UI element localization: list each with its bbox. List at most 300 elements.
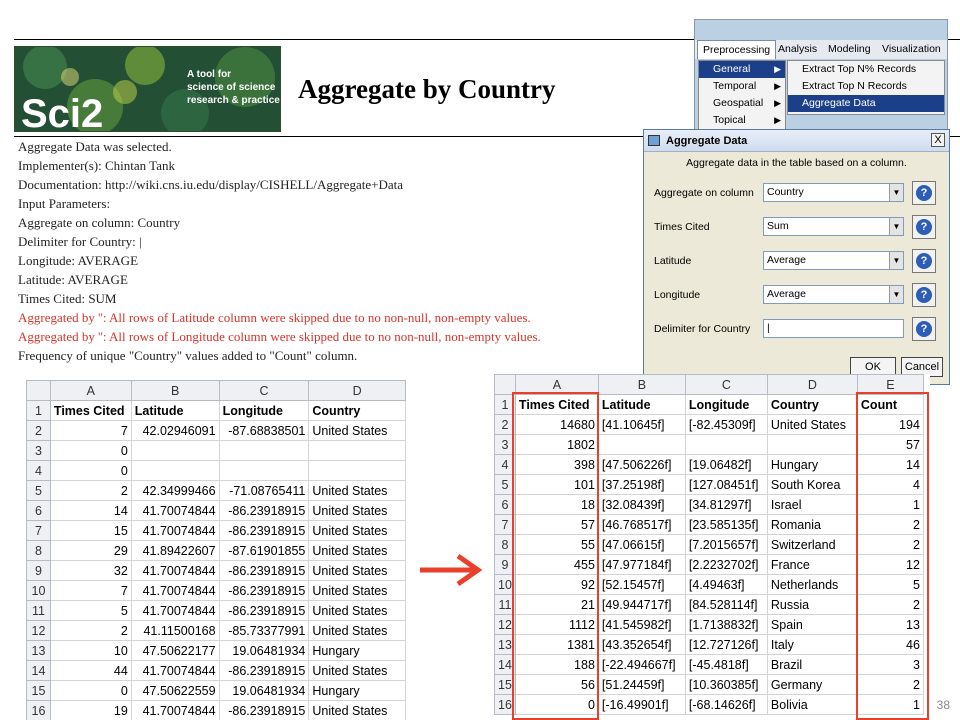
input-table [26,380,406,720]
table-cell[interactable]: -86.23918915 [219,561,309,581]
header-cell[interactable]: Country [309,401,406,421]
table-cell[interactable]: 2 [857,535,923,555]
table-cell[interactable]: -86.23918915 [219,501,309,521]
table-cell[interactable]: 57 [515,515,598,535]
table-cell[interactable]: United States [309,621,406,641]
help-button[interactable] [912,215,936,239]
table-row [495,475,924,495]
table-cell[interactable]: United States [767,415,857,435]
chevron-down-icon[interactable]: ▼ [889,218,903,235]
table-cell[interactable]: 1 [857,495,923,515]
help-button[interactable] [912,283,936,307]
header-cell[interactable]: Latitude [131,401,219,421]
table-row [27,541,406,561]
table-cell[interactable]: 41.89422607 [131,541,219,561]
table-cell[interactable]: -87.68838501 [219,421,309,441]
table-cell[interactable]: -86.23918915 [219,601,309,621]
dialog-description: Aggregate data in the table based on a column. [686,157,907,169]
log-line: Aggregate Data was selected. [18,139,172,154]
table-cell[interactable]: -85.73377991 [219,621,309,641]
aggregate-data-dialog [643,129,950,385]
table-cell[interactable]: 42.02946091 [131,421,219,441]
table-cell[interactable]: Hungary [309,681,406,701]
table-row [495,535,924,555]
table-row [27,561,406,581]
table-row [27,681,406,701]
table-cell[interactable] [131,441,219,461]
table-row [27,521,406,541]
dialog-titlebar[interactable] [644,130,949,152]
table-cell[interactable]: -86.23918915 [219,661,309,681]
column-header[interactable]: B [598,375,685,395]
table-cell[interactable]: 19.06481934 [219,641,309,661]
row-header[interactable]: 11 [495,595,516,615]
row-header[interactable]: 7 [495,515,516,535]
table-cell[interactable]: United States [309,541,406,561]
row-header[interactable]: 6 [495,495,516,515]
output-spreadsheet [494,374,930,720]
page-number: 38 [936,698,950,712]
select-value: Sum [767,220,789,232]
table-cell[interactable]: 4 [857,475,923,495]
table-cell[interactable]: [47.977184f] [598,555,685,575]
table-row [27,601,406,621]
menu-item-label: Temporal [713,80,757,92]
menu-analysis[interactable]: Analysis [778,43,818,55]
table-row [495,655,924,675]
sci2-logo [14,46,281,132]
table-cell[interactable]: 21 [515,595,598,615]
menu-item-extract-top-n-percent[interactable]: Extract Top N% Records [802,63,917,75]
table-cell[interactable]: 12 [857,555,923,575]
table-cell[interactable]: 41.70074844 [131,521,219,541]
table-row [27,641,406,661]
table-cell[interactable]: United States [309,581,406,601]
help-button[interactable] [912,249,936,273]
table-cell[interactable]: 5 [50,601,131,621]
table-cell[interactable] [598,435,685,455]
table-cell[interactable]: 398 [515,455,598,475]
table-cell[interactable]: [34.81297f] [685,495,767,515]
column-header[interactable]: D [767,375,857,395]
table-cell[interactable]: United States [309,701,406,720]
logo-tagline-2: science of science [187,82,276,93]
table-cell[interactable]: [37.25198f] [598,475,685,495]
table-cell[interactable]: 7 [50,581,131,601]
column-header[interactable]: A [50,381,131,401]
menu-item-topical[interactable] [699,112,785,129]
table-cell[interactable]: [1.7138832f] [685,615,767,635]
menu-item-label: Geospatial [713,97,764,109]
table-cell[interactable]: Switzerland [767,535,857,555]
table-cell[interactable]: 57 [857,435,923,455]
table-cell[interactable]: Russia [767,595,857,615]
table-cell[interactable]: United States [309,421,406,441]
row-header[interactable]: 14 [495,655,516,675]
menu-tabs [695,40,947,59]
dialog-title: Aggregate Data [666,135,748,147]
menu-item-aggregate-data[interactable]: Aggregate Data [788,95,944,112]
output-table [494,374,924,715]
row-header[interactable]: 9 [27,561,51,581]
table-cell[interactable]: [32.08439f] [598,495,685,515]
field-label: Aggregate on column [654,187,754,199]
table-row [27,481,406,501]
table-cell[interactable]: -86.23918915 [219,521,309,541]
select-value: Average [767,254,806,266]
help-button[interactable] [912,317,936,341]
table-row [495,675,924,695]
table-cell[interactable]: United States [309,521,406,541]
question-icon: ? [916,321,932,337]
arrow-right-icon [418,552,484,588]
table-cell[interactable]: 101 [515,475,598,495]
select-value: Average [767,288,806,300]
ok-button[interactable]: OK [850,357,896,377]
field-label: Longitude [654,289,701,301]
column-header[interactable]: E [857,375,923,395]
table-cell[interactable]: [51.24459f] [598,675,685,695]
table-cell[interactable]: United States [309,481,406,501]
row-header[interactable]: 2 [495,415,516,435]
log-line: Longitude: AVERAGE [18,253,139,268]
table-cell[interactable]: 92 [515,575,598,595]
table-cell[interactable]: United States [309,561,406,581]
row-header[interactable]: 16 [495,695,516,715]
logo-tagline-1: A tool for [187,69,232,80]
help-button[interactable] [912,181,936,205]
row-header[interactable]: 10 [495,575,516,595]
latitude-select[interactable] [763,251,904,270]
row-header[interactable]: 16 [27,701,51,720]
table-cell[interactable]: [-45.4818f] [685,655,767,675]
table-cell[interactable]: 1 [857,695,923,715]
log-line: Times Cited: SUM [18,291,117,306]
general-submenu [787,60,945,115]
table-cell[interactable]: 47.50622559 [131,681,219,701]
table-cell[interactable]: Brazil [767,655,857,675]
row-header[interactable]: 9 [495,555,516,575]
times-cited-select[interactable] [763,217,904,236]
log-line: Input Parameters: [18,196,111,211]
table-cell[interactable]: 14 [857,455,923,475]
menu-item-label: General [713,63,751,75]
table-cell[interactable]: Netherlands [767,575,857,595]
table-cell[interactable]: 46 [857,635,923,655]
menu-item-extract-top-n[interactable]: Extract Top N Records [802,80,907,92]
row-header[interactable]: 4 [27,461,51,481]
question-icon: ? [916,219,932,235]
table-row [495,515,924,535]
table-cell[interactable]: 14 [50,501,131,521]
row-header[interactable]: 5 [27,481,51,501]
table-cell[interactable]: Hungary [767,455,857,475]
table-cell[interactable]: [49.944717f] [598,595,685,615]
row-header[interactable]: 1 [495,395,516,415]
table-cell[interactable]: Israel [767,495,857,515]
aggregate-column-select[interactable] [763,183,904,202]
table-cell[interactable]: [2.2232702f] [685,555,767,575]
menu-visualization[interactable]: Visualization [882,43,941,55]
table-cell[interactable]: Italy [767,635,857,655]
menu-modeling[interactable]: Modeling [828,43,871,55]
table-cell[interactable]: 10 [50,641,131,661]
select-value: Country [767,186,804,198]
table-cell[interactable]: 19.06481934 [219,681,309,701]
table-cell[interactable]: 2 [50,481,131,501]
table-cell[interactable]: 44 [50,661,131,681]
table-cell[interactable]: France [767,555,857,575]
table-cell[interactable]: 41.70074844 [131,661,219,681]
table-row [495,435,924,455]
table-cell[interactable]: 41.70074844 [131,701,219,720]
table-cell[interactable]: Hungary [309,641,406,661]
field-times-cited [654,215,944,241]
chevron-right-icon: ▶ [774,81,781,91]
table-row [495,495,924,515]
table-cell[interactable]: 0 [50,461,131,481]
field-aggregate-on-column [654,181,944,207]
table-cell[interactable]: 41.70074844 [131,601,219,621]
table-cell[interactable]: 2 [857,515,923,535]
chevron-down-icon[interactable]: ▼ [889,252,903,269]
row-header[interactable]: 13 [27,641,51,661]
table-row [495,595,924,615]
log-line: Documentation: http://wiki.cns.iu.edu/display/CISHELL/Aggregate+Data [18,177,403,192]
row-header[interactable]: 3 [27,441,51,461]
table-cell[interactable]: 0 [50,681,131,701]
table-cell[interactable] [219,461,309,481]
table-cell[interactable]: United States [309,501,406,521]
table-cell[interactable] [131,461,219,481]
chevron-right-icon: ▶ [774,64,781,74]
column-header[interactable]: C [219,381,309,401]
table-cell[interactable]: [46.768517f] [598,515,685,535]
table-cell[interactable]: [4.49463f] [685,575,767,595]
row-header[interactable]: 4 [495,455,516,475]
table-row [27,401,406,421]
table-cell[interactable]: -86.23918915 [219,701,309,720]
warning-line: Aggregated by '': All rows of Longitude column were skipped due to no non-null, non-empty values. [18,329,541,344]
table-cell[interactable]: [41.545982f] [598,615,685,635]
table-cell[interactable]: 1802 [515,435,598,455]
column-header-row [27,381,406,401]
table-cell[interactable]: -71.08765411 [219,481,309,501]
table-row [27,441,406,461]
header-cell[interactable]: Times Cited [515,395,598,415]
table-cell[interactable]: Bolivia [767,695,857,715]
field-label: Latitude [654,255,692,267]
question-icon: ? [916,185,932,201]
close-icon[interactable]: X [931,133,945,147]
table-cell[interactable] [685,435,767,455]
row-header[interactable]: 12 [495,615,516,635]
table-cell[interactable]: 29 [50,541,131,561]
row-header[interactable]: 14 [27,661,51,681]
table-cell[interactable]: 194 [857,415,923,435]
menu-item-label: Topical [713,114,746,126]
table-cell[interactable]: [127.08451f] [685,475,767,495]
table-cell[interactable]: [84.528114f] [685,595,767,615]
table-row [495,395,924,415]
table-row [27,501,406,521]
logo-tagline-3: research & practice [187,95,280,106]
table-cell[interactable]: [-82.45309f] [685,415,767,435]
row-header[interactable]: 15 [495,675,516,695]
row-header[interactable]: 7 [27,521,51,541]
table-row [27,461,406,481]
header-cell[interactable]: Times Cited [50,401,131,421]
table-cell[interactable]: [47.06615f] [598,535,685,555]
row-header[interactable]: 6 [27,501,51,521]
table-cell[interactable]: [12.727126f] [685,635,767,655]
table-cell[interactable] [309,441,406,461]
chevron-down-icon[interactable]: ▼ [889,184,903,201]
table-cell[interactable]: 2 [857,595,923,615]
row-header[interactable]: 1 [27,401,51,421]
table-cell[interactable]: [7.2015657f] [685,535,767,555]
table-cell[interactable]: 14680 [515,415,598,435]
header-cell[interactable]: Longitude [219,401,309,421]
table-cell[interactable]: [-22.494667f] [598,655,685,675]
table-cell[interactable]: [10.360385f] [685,675,767,695]
table-cell[interactable]: South Korea [767,475,857,495]
row-header[interactable]: 5 [495,475,516,495]
header-cell[interactable]: Longitude [685,395,767,415]
table-cell[interactable]: 13 [857,615,923,635]
table-cell[interactable]: 188 [515,655,598,675]
table-cell[interactable]: 0 [50,441,131,461]
table-cell[interactable]: Germany [767,675,857,695]
table-cell[interactable]: 41.70074844 [131,561,219,581]
delimiter-input[interactable]: | [763,319,904,338]
window-icon [648,135,660,146]
row-header[interactable]: 11 [27,601,51,621]
field-label: Delimiter for Country [654,323,751,335]
log-line: Frequency of unique "Country" values added to "Count" column. [18,348,358,363]
table-cell[interactable]: [-68.14626f] [685,695,767,715]
table-cell[interactable]: 15 [50,521,131,541]
table-cell[interactable] [309,461,406,481]
chevron-down-icon[interactable]: ▼ [889,286,903,303]
menu-item-temporal[interactable] [699,78,785,95]
table-cell[interactable]: [52.15457f] [598,575,685,595]
table-row [495,695,924,715]
column-header[interactable]: C [685,375,767,395]
header-cell[interactable]: Count [857,395,923,415]
table-cell[interactable]: [19.06482f] [685,455,767,475]
row-header[interactable]: 15 [27,681,51,701]
column-header[interactable]: D [309,381,406,401]
column-header-row [495,375,924,395]
table-row [495,555,924,575]
table-cell[interactable]: 19 [50,701,131,720]
field-longitude [654,283,944,309]
table-cell[interactable]: [41.10645f] [598,415,685,435]
table-cell[interactable]: 41.70074844 [131,501,219,521]
table-cell[interactable] [219,441,309,461]
question-icon: ? [916,287,932,303]
table-row [27,661,406,681]
table-row [27,701,406,720]
table-cell[interactable]: 3 [857,655,923,675]
table-cell[interactable]: United States [309,601,406,621]
table-cell[interactable]: 2 [50,621,131,641]
row-header[interactable]: 8 [495,535,516,555]
menu-item-general[interactable] [699,61,785,78]
row-header[interactable]: 12 [27,621,51,641]
table-cell[interactable]: 41.70074844 [131,581,219,601]
logo-brand: Sci2 [21,92,104,132]
log-line: Delimiter for Country: | [18,234,142,249]
table-cell[interactable]: 1381 [515,635,598,655]
table-row [495,635,924,655]
row-header[interactable]: 10 [27,581,51,601]
slide-title: Aggregate by Country [298,74,556,104]
cancel-button[interactable]: Cancel [901,357,943,377]
table-row [495,615,924,635]
column-header[interactable]: B [131,381,219,401]
table-cell[interactable]: [47.506226f] [598,455,685,475]
menu-item-geospatial[interactable] [699,95,785,112]
table-cell[interactable]: 455 [515,555,598,575]
table-cell[interactable]: [-16.49901f] [598,695,685,715]
header-cell[interactable]: Latitude [598,395,685,415]
table-cell[interactable]: 18 [515,495,598,515]
table-cell[interactable]: -87.61901855 [219,541,309,561]
question-icon: ? [916,253,932,269]
table-cell[interactable]: 41.11500168 [131,621,219,641]
table-cell[interactable]: 55 [515,535,598,555]
row-header[interactable]: 8 [27,541,51,561]
table-cell[interactable]: United States [309,661,406,681]
table-cell[interactable]: Romania [767,515,857,535]
table-row [27,621,406,641]
table-cell[interactable]: 0 [515,695,598,715]
row-header[interactable]: 2 [27,421,51,441]
table-cell[interactable]: 5 [857,575,923,595]
console-log [18,137,658,365]
table-cell[interactable]: 32 [50,561,131,581]
table-cell[interactable]: 2 [857,675,923,695]
longitude-select[interactable] [763,285,904,304]
table-cell[interactable]: 47.50622177 [131,641,219,661]
column-header[interactable]: A [515,375,598,395]
field-delimiter [654,317,944,343]
table-cell[interactable] [767,435,857,455]
warning-line: Aggregated by '': All rows of Latitude column were skipped due to no non-null, non-empty values. [18,310,531,325]
select-all-corner[interactable] [495,375,516,395]
header-cell[interactable]: Country [767,395,857,415]
table-cell[interactable]: -86.23918915 [219,581,309,601]
table-cell[interactable]: 42.34999466 [131,481,219,501]
table-row [27,421,406,441]
row-header[interactable]: 3 [495,435,516,455]
preprocessing-submenu [698,60,786,130]
select-all-corner[interactable] [27,381,51,401]
table-row [495,455,924,475]
row-header[interactable]: 13 [495,635,516,655]
table-cell[interactable]: 56 [515,675,598,695]
table-cell[interactable]: Spain [767,615,857,635]
table-cell[interactable]: [23.585135f] [685,515,767,535]
table-cell[interactable]: [43.352654f] [598,635,685,655]
menu-bar [694,19,948,131]
menu-preprocessing[interactable]: Preprocessing [697,40,776,59]
field-latitude [654,249,944,275]
table-cell[interactable]: 7 [50,421,131,441]
table-cell[interactable]: 1112 [515,615,598,635]
